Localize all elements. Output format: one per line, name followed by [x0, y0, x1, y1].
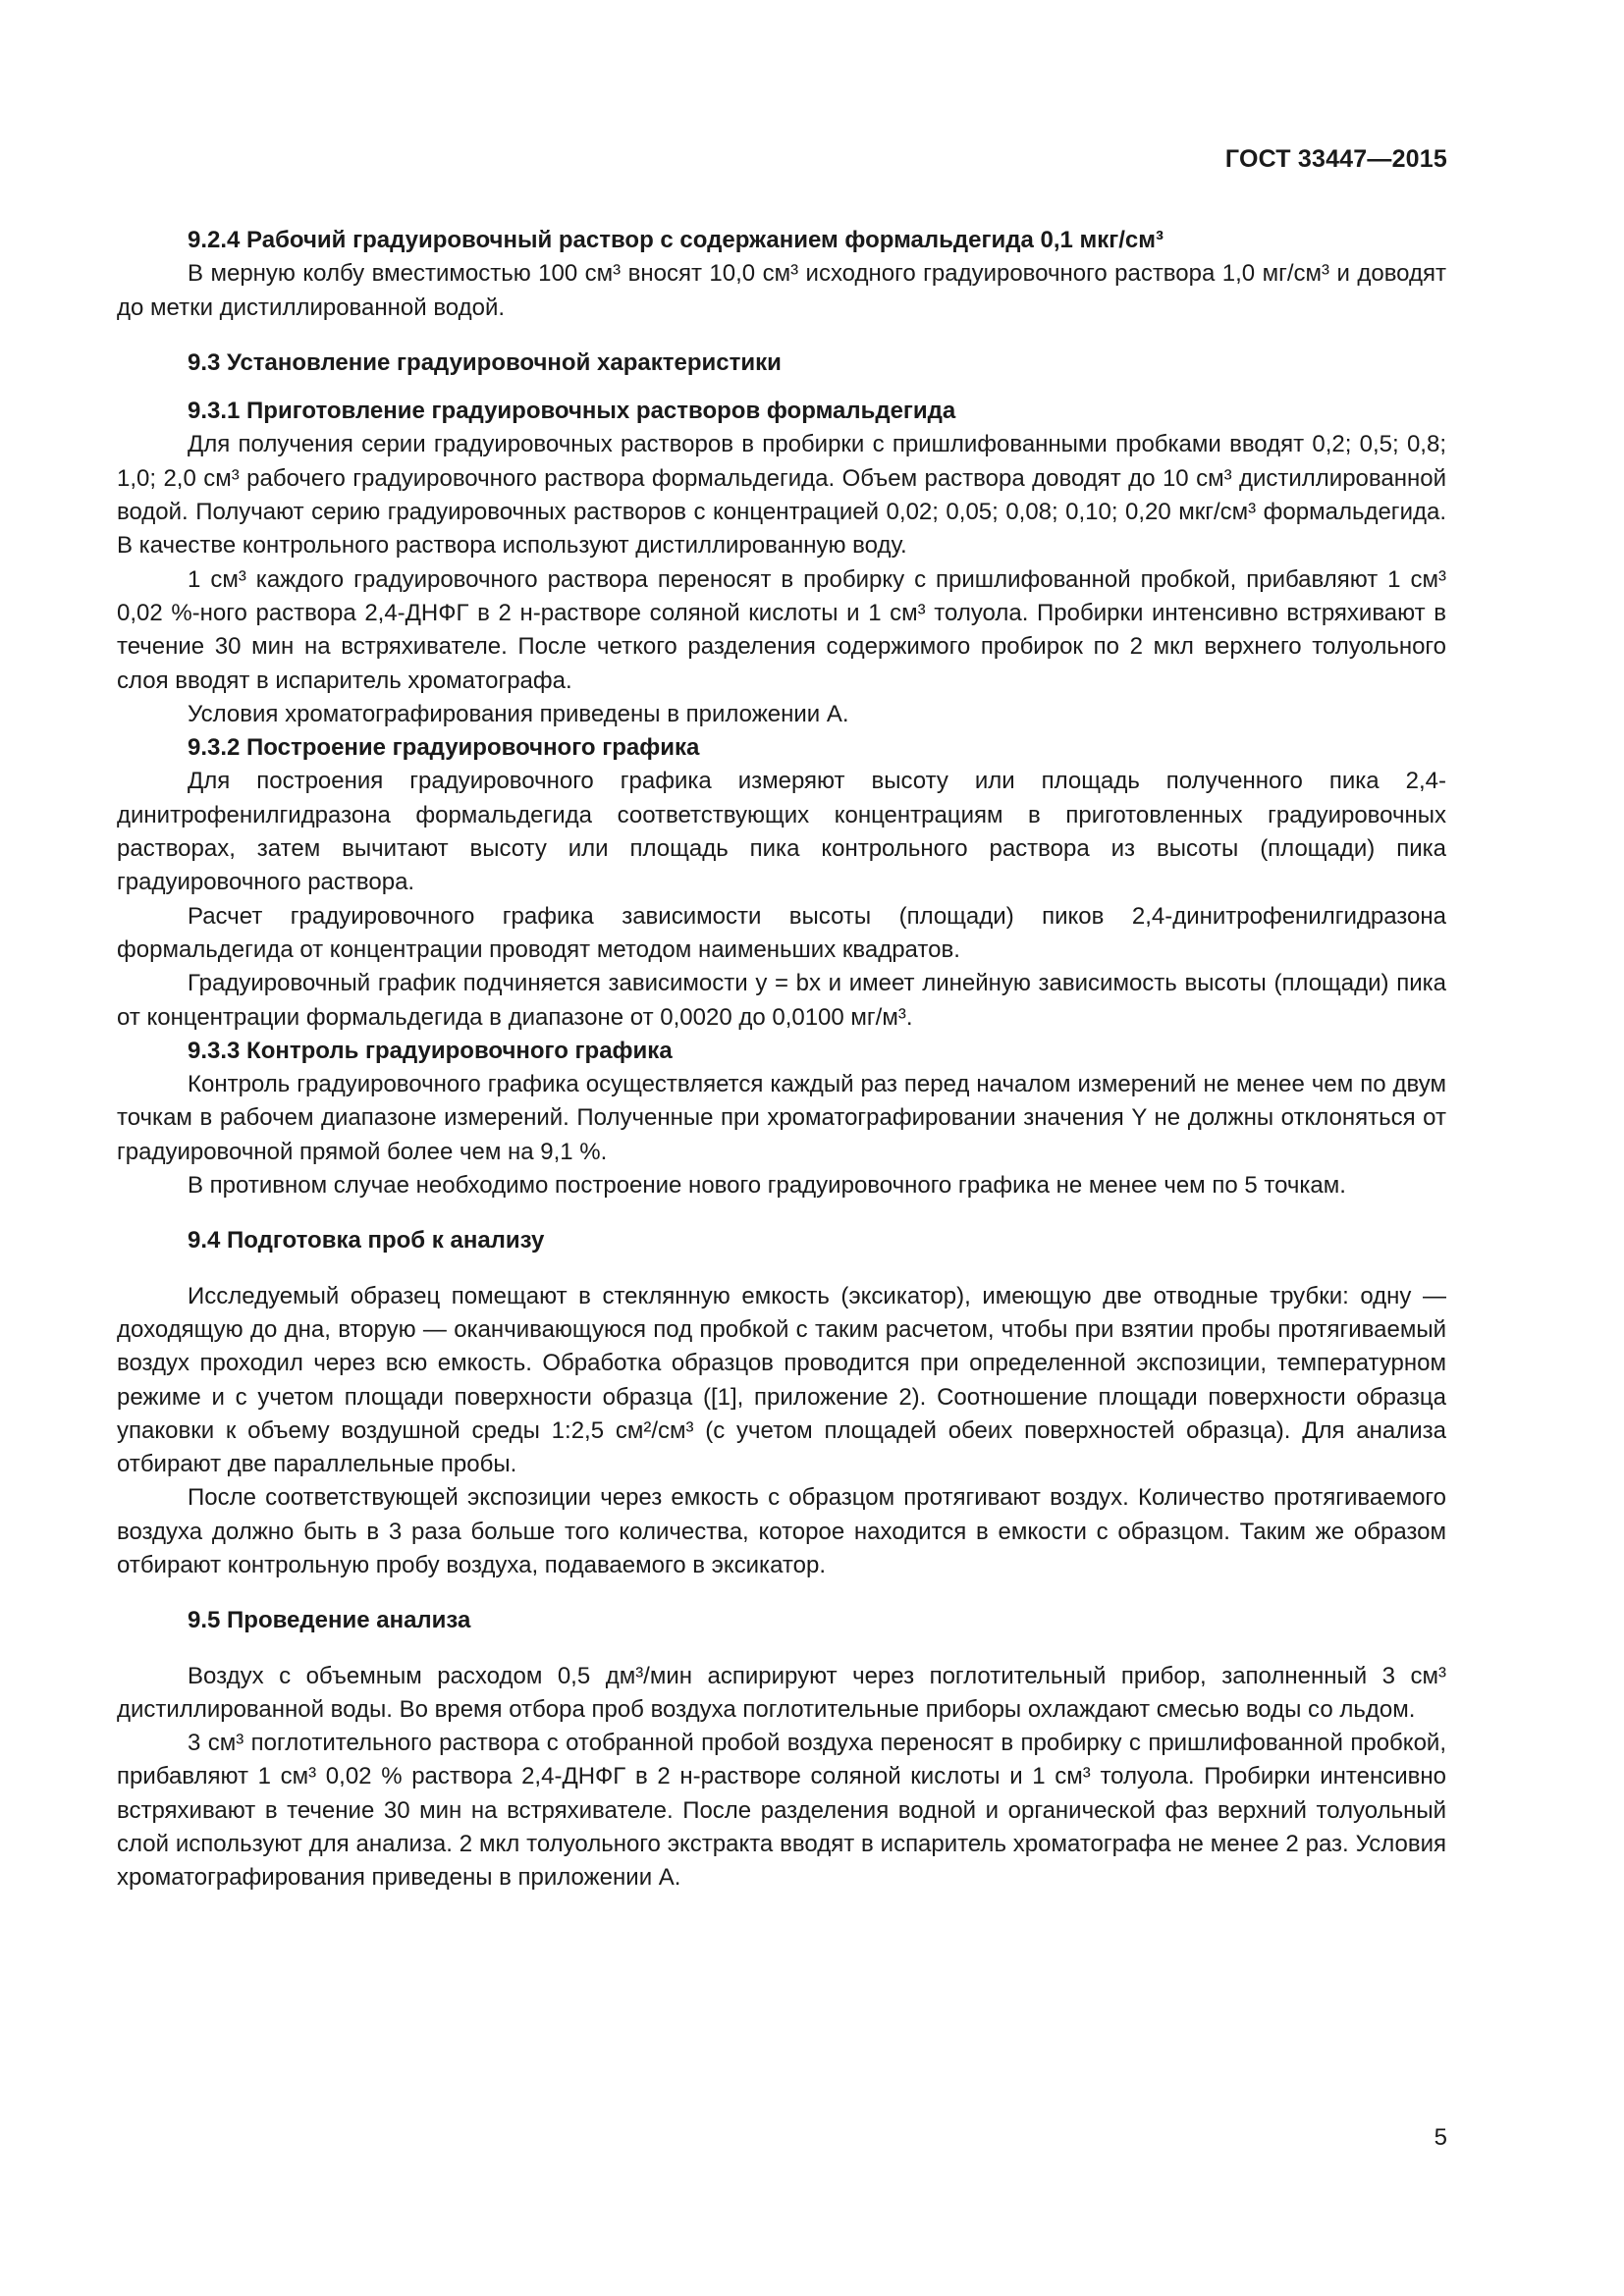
paragraph: Условия хроматографирования приведены в приложении А. [188, 700, 849, 727]
subsection-heading-9-3-2: 9.3.2 Построение градуировочного графика [188, 734, 700, 762]
paragraph: 1 см³ каждого градуировочного раствора переносят в пробирку с пришлифованной пробкой, прибавляют 1 см³ 0,02 %-ного раствора 2,4-ДНФГ в 2 н-растворе соляной кислоты и 1 см³ толуола. Пробирки интенсивно встряхивают в течение 30 мин на встряхивателе. После четкого разделения содержимого пробирок по 2 мкл верхнего толуольного слоя вводят в испаритель хроматографа. [117, 565, 1446, 694]
paragraph: Для получения серии градуировочных растворов в пробирки с пришлифованными пробками вводят 0,2; 0,5; 0,8; 1,0; 2,0 см³ рабочего градуировочного раствора формальдегида. Объем раствора доводят до 10 см³ дистиллированной водой. Получают серию градуировочных растворов с концентрацией 0,02; 0,05; 0,08; 0,10; 0,20 мкг/см³ формальдегида. В качестве контрольного раствора используют дистиллированную воду. [117, 431, 1446, 560]
paragraph: Контроль градуировочного графика осуществляется каждый раз перед началом измерений не менее чем по двум точкам в рабочем диапазоне измерений. Полученные при хроматографировании значения Y не должны отклоняться от градуировочной прямой более чем на 9,1 %. [117, 1071, 1446, 1165]
paragraph: Исследуемый образец помещают в стеклянную емкость (эксикатор), имеющую две отводные трубки: одну — доходящую до дна, вторую — оканчивающуюся под пробкой с таким расчетом, чтобы при взятии пробы протягиваемый воздух проходил через всю емкость. Обработка образцов проводится при определенной экспозиции, температурном режиме и с учетом площади поверхности образца ([1], приложение 2). Соотношение площади поверхности образца упаковки к объему воздушной среды 1:2,5 см²/см³ (с учетом площадей обеих поверхностей образца). Для анализа отбирают две параллельные пробы. [117, 1282, 1446, 1478]
paragraph: После соответствующей экспозиции через емкость с образцом протягивают воздух. Количество протягиваемого воздуха должно быть в 3 раза больше того количества, которое находится в емкости с образцом. Таким же образом отбирают контрольную пробу воздуха, подаваемого в эксикатор. [117, 1484, 1446, 1578]
document-body [117, 224, 1446, 1896]
subsection-heading-9-3-3: 9.3.3 Контроль градуировочного графика [188, 1037, 673, 1064]
standard-id-header: ГОСТ 33447—2015 [1224, 145, 1447, 173]
paragraph: В противном случае необходимо построение нового градуировочного графика не менее чем по 5 точкам. [188, 1172, 1346, 1200]
paragraph: Для построения градуировочного графика измеряют высоту или площадь полученного пика 2,4-динитрофенилгидразона формальдегида соответствующих концентрациям в приготовленных градуировочных растворах, затем вычитают высоту или площадь пика контрольного раствора из высоты (площади) пика градуировочного раствора. [117, 768, 1446, 896]
paragraph: Градуировочный график подчиняется зависимости y = bx и имеет линейную зависимость высоты (площади) пика от концентрации формальдегида в диапазоне от 0,0020 до 0,0100 мг/м³. [117, 970, 1446, 1031]
subsection-heading-9-3-1: 9.3.1 Приготовление градуировочных растворов формальдегида [188, 398, 956, 425]
paragraph: В мерную колбу вместимостью 100 см³ вносят 10,0 см³ исходного градуировочного раствора 1,0 мг/см³ и доводят до метки дистиллированной водой. [117, 260, 1446, 321]
paragraph: Расчет градуировочного графика зависимости высоты (площади) пиков 2,4-динитрофенилгидразона формальдегида от концентрации проводят методом наименьших квадратов. [117, 902, 1446, 963]
paragraph: 3 см³ поглотительного раствора с отобранной пробой воздуха переносят в пробирку с пришлифованной пробкой, прибавляют 1 см³ 0,02 % раствора 2,4-ДНФГ в 2 н-растворе соляной кислоты и 1 см³ толуола. Пробирки интенсивно встряхивают в течение 30 мин на встряхивателе. После разделения водной и органической фаз верхний толуольный слой используют для анализа. 2 мкл толуольного экстракта вводят в испаритель хроматографа не менее 2 раз. Условия хроматографирования приведены в приложении А. [117, 1730, 1446, 1892]
section-heading-9-3: 9.3 Установление градуировочной характеристики [188, 348, 782, 376]
section-heading-9-5: 9.5 Проведение анализа [188, 1607, 471, 1634]
subsection-heading-9-2-4: 9.2.4 Рабочий градуировочный раствор с содержанием формальдегида 0,1 мкг/см³ [188, 227, 1164, 253]
paragraph: Воздух с объемным расходом 0,5 дм³/мин аспирируют через поглотительный прибор, заполненный 3 см³ дистиллированной воды. Во время отбора проб воздуха поглотительные приборы охлаждают смесью воды со льдом. [117, 1662, 1446, 1723]
section-heading-9-4: 9.4 Подготовка проб к анализу [188, 1227, 545, 1255]
page-number: 5 [1434, 2124, 1447, 2151]
